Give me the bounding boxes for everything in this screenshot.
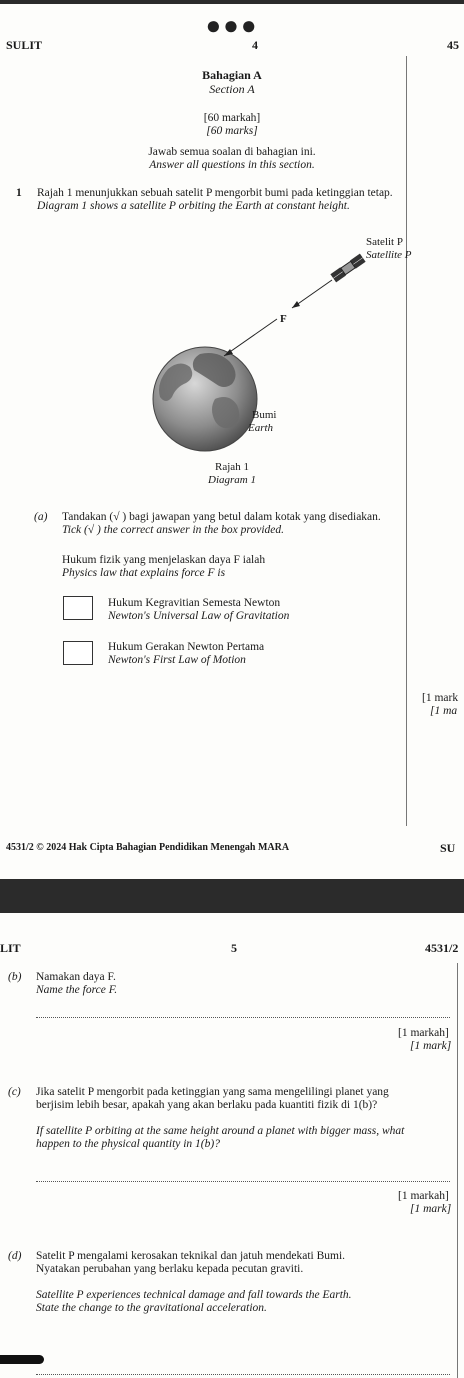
part-c-text-ms-2: berjisim lebih besar, apakah yang akan berlaku pada kuantiti fizik di 1(b)? bbox=[36, 1099, 378, 1111]
part-d-answer-line[interactable] bbox=[36, 1374, 450, 1375]
part-a-instruction-ms: Tandakan (√ ) bagi jawapan yang betul dalam kotak yang disediakan. bbox=[62, 511, 381, 523]
instruction-en: Answer all questions in this section. bbox=[149, 159, 315, 171]
header-right: 45 bbox=[447, 38, 459, 52]
part-c-answer-line[interactable] bbox=[36, 1181, 450, 1182]
satellite-icon bbox=[330, 254, 365, 283]
instruction-ms: Jawab semua soalan di bahagian ini. bbox=[148, 146, 316, 158]
option-2-ms: Hukum Gerakan Newton Pertama bbox=[108, 641, 265, 653]
earth-label-en: Earth bbox=[248, 422, 274, 434]
diagram-1 bbox=[0, 4, 464, 879]
section-marks-ms: [60 markah] bbox=[203, 112, 261, 124]
section-title-ms: Bahagian A bbox=[202, 68, 262, 82]
header-left: LIT bbox=[0, 941, 21, 955]
page-number: 5 bbox=[231, 941, 237, 955]
part-c-marks-ms: [1 markah] bbox=[398, 1190, 449, 1202]
part-d-text-en-1: Satellite P experiences technical damage and fall towards the Earth. bbox=[36, 1289, 352, 1301]
page-number: 4 bbox=[252, 38, 258, 52]
option-2-checkbox[interactable] bbox=[63, 641, 93, 665]
question-text-en: Diagram 1 shows a satellite P orbiting the Earth at constant height. bbox=[37, 200, 350, 212]
header-right: 4531/2 bbox=[425, 941, 459, 955]
part-b-marks-en: [1 mark] bbox=[410, 1040, 452, 1052]
margin-line bbox=[457, 963, 458, 1378]
part-d-label: (d) bbox=[8, 1250, 22, 1262]
part-a-label: (a) bbox=[34, 511, 48, 523]
satellite-label-en: Satellite P bbox=[366, 249, 412, 261]
part-c-text-en-1: If satellite P orbiting at the same height around a planet with bigger mass, what bbox=[36, 1125, 405, 1137]
option-2-en: Newton's First Law of Motion bbox=[108, 654, 246, 666]
force-label: F bbox=[280, 313, 287, 325]
footer-right: SU bbox=[440, 841, 456, 855]
earth-globe bbox=[153, 347, 257, 451]
question-number: 1 bbox=[16, 187, 22, 199]
part-a-marks-ms: [1 mark bbox=[422, 692, 459, 704]
part-d-text-ms-2: Nyatakan perubahan yang berlaku kepada pecutan graviti. bbox=[36, 1263, 304, 1275]
part-c-marks-en: [1 mark] bbox=[410, 1203, 452, 1215]
part-a-instruction-en: Tick (√ ) the correct answer in the box provided. bbox=[62, 524, 284, 536]
question-text-ms: Rajah 1 menunjukkan sebuah satelit P mengorbit bumi pada ketinggian tetap. bbox=[37, 187, 393, 199]
part-a-stem-en: Physics law that explains force F is bbox=[62, 567, 226, 579]
option-1-en: Newton's Universal Law of Gravitation bbox=[108, 610, 290, 622]
part-d-text-ms-1: Satelit P mengalami kerosakan teknikal dan jatuh mendekati Bumi. bbox=[36, 1250, 346, 1262]
exam-page-5 bbox=[0, 913, 464, 1378]
section-marks-en: [60 marks] bbox=[206, 125, 258, 137]
option-1-ms: Hukum Kegravitian Semesta Newton bbox=[108, 597, 281, 609]
more-options-icon[interactable]: ●●● bbox=[205, 11, 259, 40]
part-c-text-ms-1: Jika satelit P mengorbit pada ketinggian yang sama mengelilingi planet yang bbox=[36, 1086, 389, 1098]
pen-mark bbox=[0, 1355, 44, 1364]
part-b-answer-line[interactable] bbox=[36, 1017, 450, 1018]
header-left: SULIT bbox=[6, 38, 43, 52]
part-a-stem-ms: Hukum fizik yang menjelaskan daya F ialah bbox=[62, 554, 266, 566]
part-d-text-en-2: State the change to the gravitational acceleration. bbox=[36, 1302, 267, 1314]
part-b-marks-ms: [1 markah] bbox=[398, 1027, 449, 1039]
earth-label-ms: Bumi bbox=[252, 409, 277, 421]
part-b-text-en: Name the force F. bbox=[36, 984, 118, 996]
force-arrow-F bbox=[224, 319, 277, 356]
diagram-caption-en: Diagram 1 bbox=[208, 474, 256, 486]
part-b-text-ms: Namakan daya F. bbox=[36, 971, 116, 983]
exam-page-4 bbox=[0, 4, 464, 879]
satellite-label-ms: Satelit P bbox=[366, 236, 403, 248]
part-a-marks-en: [1 ma bbox=[430, 705, 458, 717]
section-title-en: Section A bbox=[209, 82, 255, 96]
diagram-caption-ms: Rajah 1 bbox=[215, 461, 249, 473]
part-c-label: (c) bbox=[8, 1086, 21, 1098]
part-c-text-en-2: happen to the physical quantity in 1(b)? bbox=[36, 1138, 220, 1150]
part-b-label: (b) bbox=[8, 971, 22, 983]
option-1-checkbox[interactable] bbox=[63, 596, 93, 620]
footer-copyright: 4531/2 © 2024 Hak Cipta Bahagian Pendidikan Menengah MARA bbox=[6, 842, 290, 853]
